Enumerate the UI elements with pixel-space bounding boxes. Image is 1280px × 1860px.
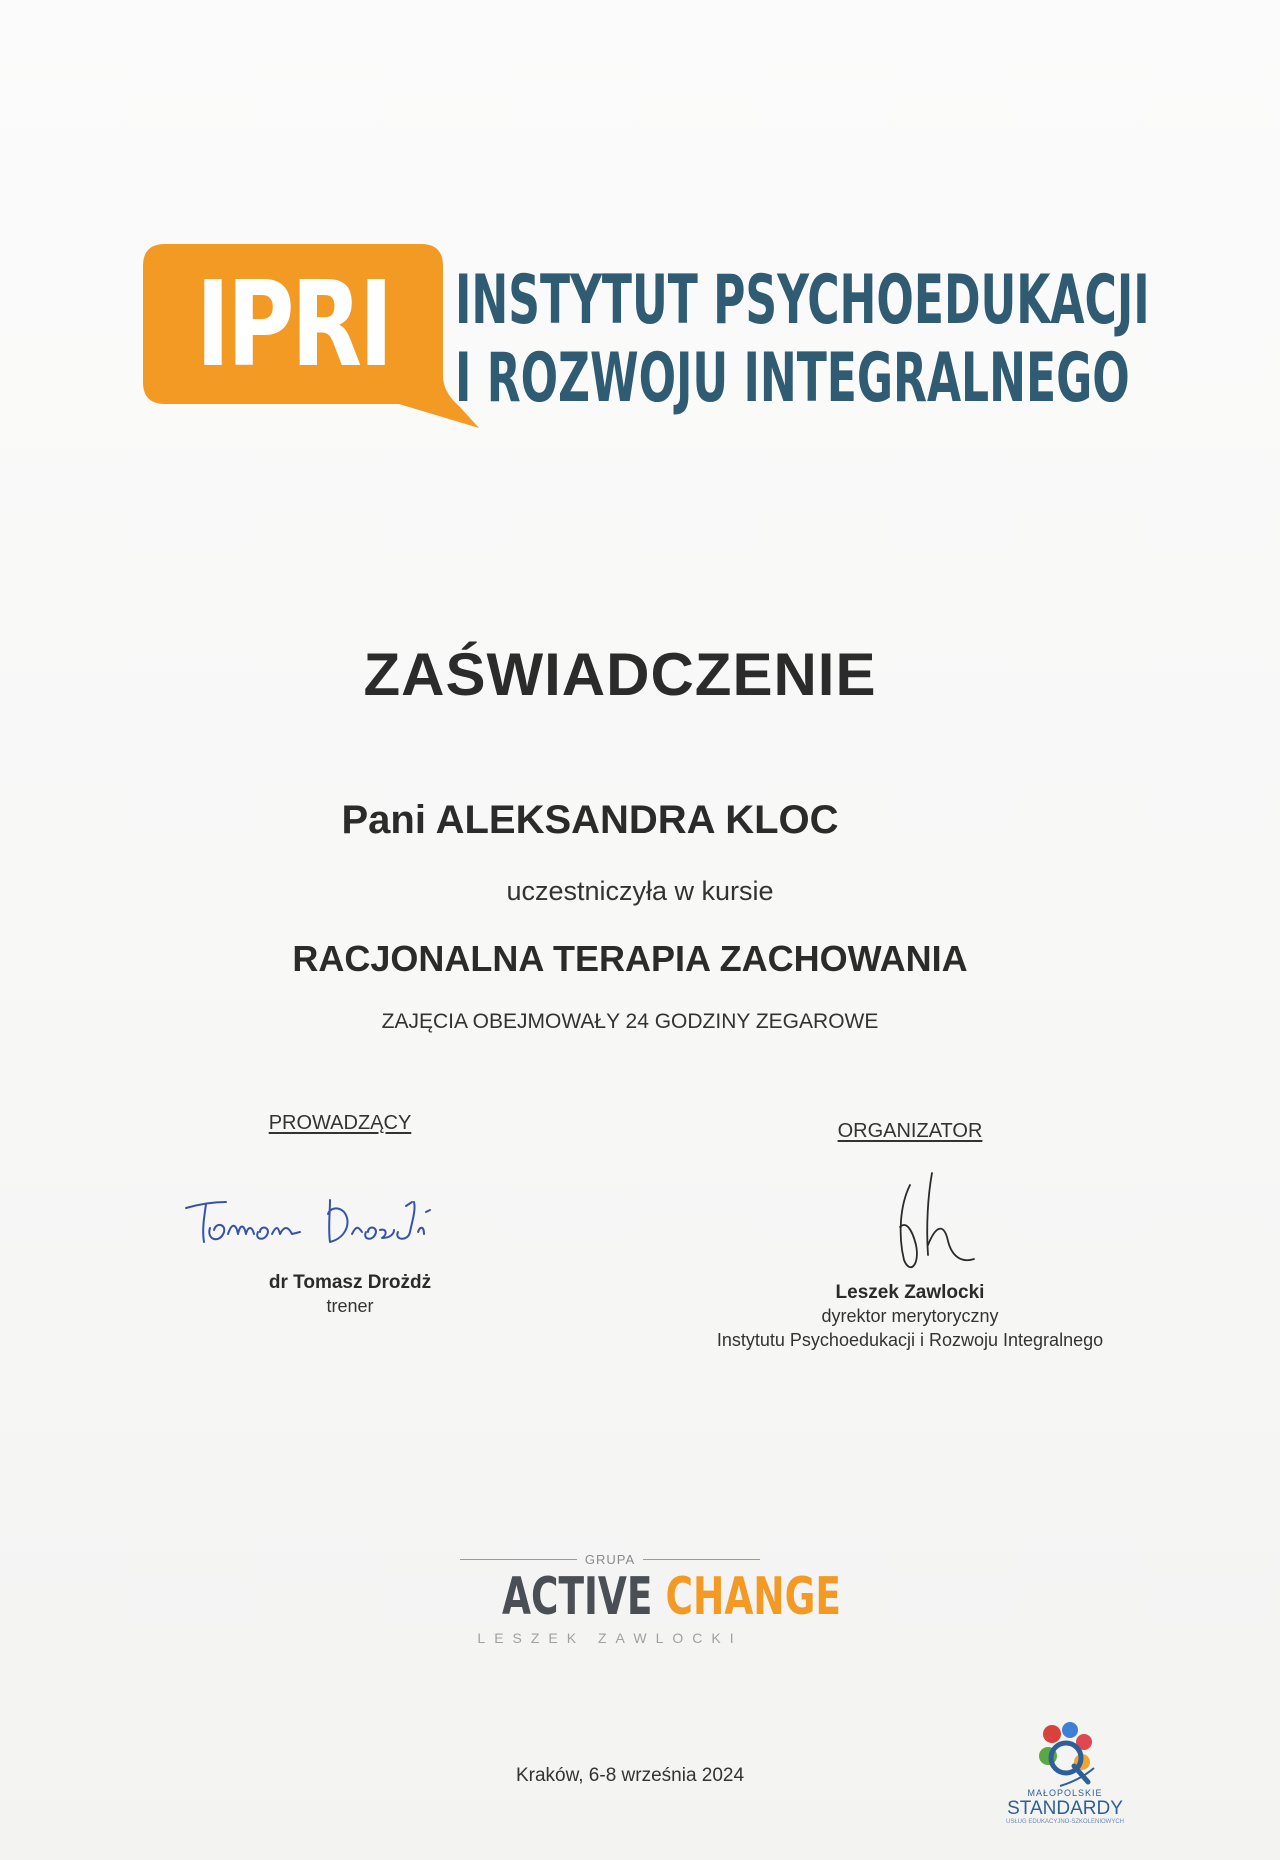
ipri-logo-text: IPRI: [195, 255, 391, 393]
standard-main-label: STANDARDY: [1007, 1798, 1123, 1819]
brand-change: CHANGE: [665, 1567, 841, 1627]
brand-name: [502, 1567, 841, 1627]
lead-signature: [180, 1182, 480, 1262]
organizer-role: dyrektor merytoryczny: [821, 1306, 999, 1326]
recipient-name: Pani ALEKSANDRA KLOC: [341, 798, 839, 842]
standard-top-label: MAŁOPOLSKIE: [1027, 1788, 1103, 1798]
lead-name: dr Tomasz Drożdż: [268, 1272, 432, 1293]
lead-role: trener: [326, 1296, 374, 1316]
active-change-logo: [460, 1550, 841, 1660]
brand-owner: LESZEK ZAWLOCKI: [477, 1630, 743, 1646]
standards-flower-icon: [990, 1720, 1140, 1790]
institute-name-line1: INSTYTUT PSYCHOEDUKACJI: [455, 261, 1150, 340]
standard-sub-label: USŁUG EDUKACYJNO-SZKOLENIOWYCH: [1005, 1819, 1125, 1825]
organizer-signature: [870, 1165, 1010, 1285]
ipri-logo: [143, 244, 479, 440]
divider-line: [643, 1559, 760, 1560]
divider-line: [460, 1559, 577, 1560]
institute-name-line2: I ROZWOJU INTEGRALNEGO: [455, 339, 1130, 418]
brand-active: ACTIVE: [502, 1567, 653, 1627]
participation-text: uczestniczyła w kursie: [506, 876, 774, 906]
place-date: Kraków, 6-8 września 2024: [515, 1765, 745, 1786]
organizer-institution: Instytutu Psychoedukacji i Rozwoju Integralnego: [716, 1330, 1104, 1350]
organizer-name: Leszek Zawlocki: [835, 1282, 985, 1303]
certificate-title: ZAŚWIADCZENIE: [363, 641, 877, 708]
institute-name: [455, 261, 1150, 418]
malopolskie-standardy-logo: [990, 1720, 1140, 1830]
course-name: RACJONALNA TERAPIA ZACHOWANIA: [292, 938, 968, 979]
group-label: GRUPA: [584, 1551, 636, 1567]
lead-label: PROWADZĄCY: [268, 1112, 412, 1134]
organizer-label: ORGANIZATOR: [837, 1120, 983, 1142]
course-hours: ZAJĘCIA OBEJMOWAŁY 24 GODZINY ZEGAROWE: [381, 1010, 879, 1033]
